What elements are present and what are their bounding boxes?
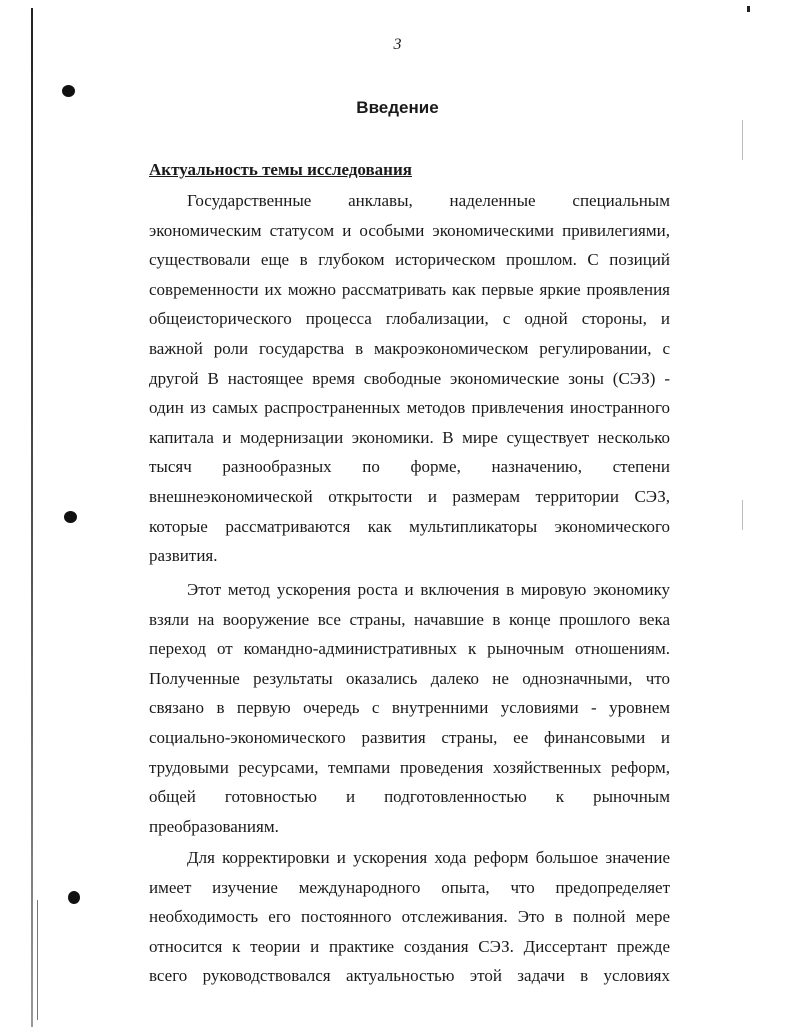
text-line: преобразованиям. (149, 816, 279, 836)
text-line: Полученные результаты оказались далеко не однозначными, что (149, 668, 670, 688)
text-line: связано в первую очередь с внутренними условиями - уровнем (149, 698, 670, 718)
page-heading: Введение (356, 98, 439, 117)
text-line: взяли на вооружение все страны, начавшие в конце прошлого века (149, 609, 670, 629)
binding-hole-mark (68, 891, 80, 904)
text-line: которые рассматриваются как мультипликаторы экономического (149, 516, 670, 536)
binding-hole-mark (64, 511, 77, 523)
text-line: тысяч разнообразных по форме, назначению, степени (149, 457, 670, 477)
text-line: развития. (149, 546, 218, 566)
text-line: экономическим статусом и особыми экономическими привилегиями, (149, 220, 670, 240)
text-line: имеет изучение международного опыта, что предопределяет (149, 877, 670, 897)
text-line: Этот метод ускорения роста и включения в мировую экономику (187, 580, 670, 599)
text-line: переход от командно-административных к рыночным отношениям. (149, 639, 670, 659)
text-line: необходимость его постоянного отслеживания. Это в полной мере (149, 907, 670, 927)
text-line: социально-экономического развития страны, ее финансовыми и (149, 727, 670, 747)
text-line: Государственные анклавы, наделенные специальным (187, 191, 670, 210)
scan-speck (747, 6, 750, 12)
scan-edge-line-lower (37, 900, 38, 1020)
text-line: один из самых распространенных методов привлечения иностранного (149, 398, 670, 418)
binding-hole-mark (62, 85, 75, 97)
text-line: Для корректировки и ускорения хода реформ большое значение (187, 848, 670, 867)
text-line: общей готовностью и подготовленностью к рыночным (149, 787, 670, 807)
text-line: существовали еще в глубоком историческом прошлом. С позиций (149, 250, 670, 270)
text-line: трудовыми ресурсами, темпами проведения хозяйственных реформ, (149, 757, 670, 777)
paragraph-2 (149, 575, 670, 841)
text-line: общеисторического процесса глобализации, с одной стороны, и (149, 309, 670, 329)
page-number: 3 (393, 36, 402, 53)
text-line: важной роли государства в макроэкономическом регулировании, с (149, 338, 670, 358)
scan-edge-line (31, 8, 33, 1027)
section-subheading: Актуальность темы исследования (149, 160, 412, 179)
text-line: всего руководствовался актуальностью этой задачи в условиях (149, 966, 670, 986)
text-line: капитала и модернизации экономики. В мире существует несколько (149, 427, 670, 447)
text-line: относится к теории и практике создания СЭЗ. Диссертант прежде (149, 936, 670, 956)
scan-faint-line (742, 120, 743, 160)
text-line: внешнеэкономической открытости и размерам территории СЭЗ, (149, 486, 670, 506)
paragraph-3 (149, 843, 670, 991)
paragraph-1 (149, 186, 670, 571)
scan-faint-line (742, 500, 743, 530)
text-line: другой В настоящее время свободные экономические зоны (СЭЗ) - (149, 368, 670, 388)
text-line: современности их можно рассматривать как первые яркие проявления (149, 279, 670, 299)
